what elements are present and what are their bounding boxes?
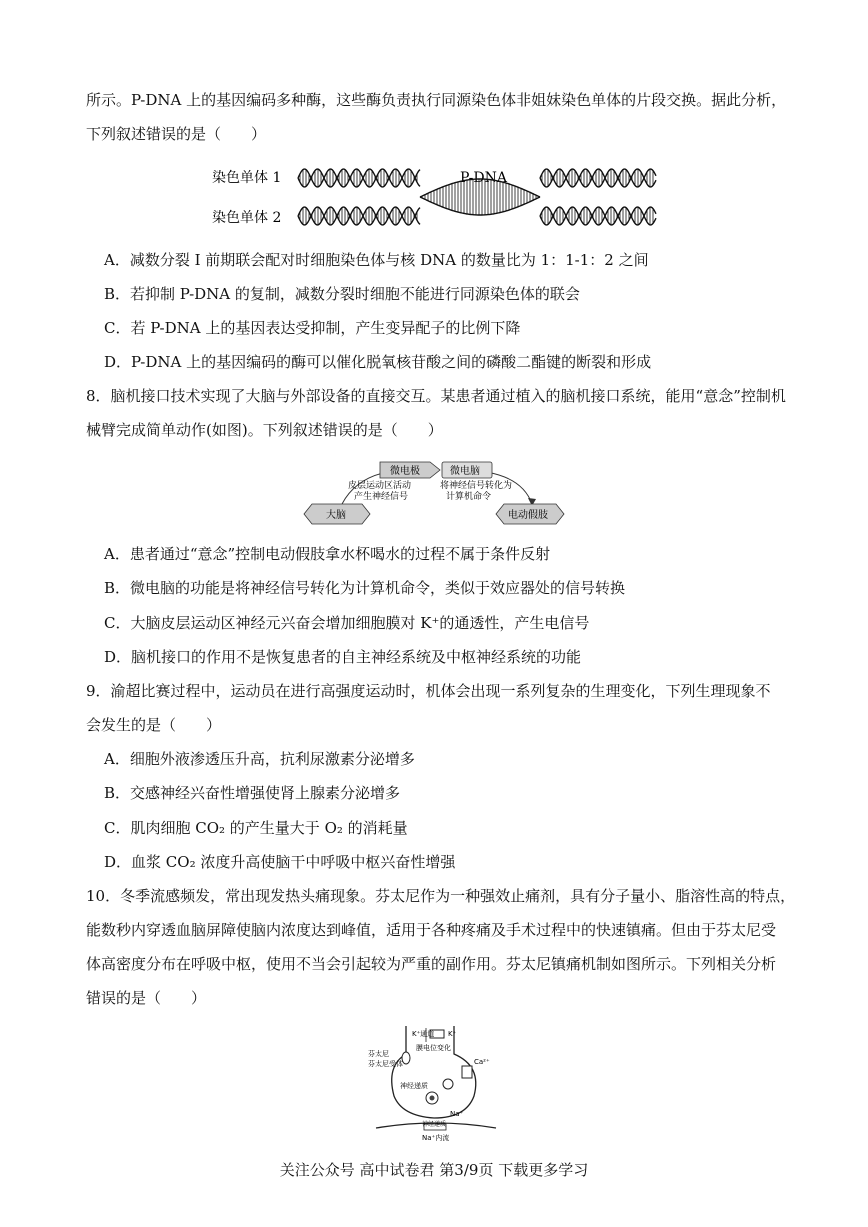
micro-computer-box: 微电脑: [450, 466, 480, 477]
q9-option-d: D．血浆 CO₂ 浓度升高使脑干中呼吸中枢兴奋性增强: [104, 853, 456, 871]
chromatid-2-label: 染色单体 2: [212, 210, 282, 226]
k-ion-label: K⁺: [448, 1030, 457, 1038]
transmitter-label: 神经递质: [422, 1121, 447, 1128]
pdna-crossover-strand-a: [420, 197, 540, 215]
ca-ion-label: Ca²⁺: [474, 1058, 490, 1066]
note-left-2: 产生神经信号: [354, 492, 409, 502]
chromatid-figure: [210, 160, 670, 232]
chromatid-1-right-strand-b: [540, 169, 656, 187]
q7-option-a: A．减数分裂 I 前期联会配对时细胞染色体与核 DNA 的数量比为 1：1-1：2 之间: [104, 251, 649, 269]
q10-line1: 10．冬季流感频发，常出现发热头痛现象。芬太尼作为一种强效止痛剂，具有分子量小、脂溶性高的特点，: [86, 887, 796, 905]
chromatid-1-right-strand-a: [540, 169, 656, 187]
q7-option-b: B．若抑制 P-DNA 的复制，减数分裂时细胞不能进行同源染色体的联会: [104, 285, 580, 303]
q9-option-b: B．交感神经兴奋性增强使肾上腺素分泌增多: [104, 784, 401, 802]
q7-option-c: C．若 P-DNA 上的基因表达受抑制，产生变异配子的比例下降: [104, 319, 521, 337]
fentanyl-label: 芬太尼: [368, 1050, 389, 1058]
q8-option-a: A．患者通过“意念”控制电动假肢拿水杯喝水的过程不属于条件反射: [104, 545, 551, 563]
q8-option-b: B．微电脑的功能是将神经信号转化为计算机命令，类似于效应器处的信号转换: [104, 579, 626, 597]
potential-change-label: 膜电位变化: [416, 1044, 451, 1052]
q10-line4: 错误的是（ ）: [86, 989, 207, 1007]
q8-line1: 8．脑机接口技术实现了大脑与外部设备的直接交互。某患者通过植入的脑机接口系统，能用“意念”控制机: [86, 387, 786, 405]
note-right-1: 将神经信号转化为: [440, 481, 513, 491]
q7-option-d: D．P-DNA 上的基因编码的酶可以催化脱氧核苷酸之间的磷酸二酯键的断裂和形成: [104, 353, 652, 371]
chromatid-1-label: 染色单体 1: [212, 170, 282, 186]
brain-box: 大脑: [326, 510, 346, 521]
q9-line1: 9．渝超比赛过程中，运动员在进行高强度运动时，机体会出现一系列复杂的生理变化，下列生理现象不: [86, 682, 771, 700]
pdna-label: P-DNA: [460, 170, 507, 186]
na-inflow-label: Na⁺内流: [422, 1134, 450, 1142]
q7-intro-line2: 下列叙述错误的是（ ）: [86, 125, 267, 143]
q9-line2: 会发生的是（ ）: [86, 716, 222, 734]
q8-line2: 械臂完成简单动作(如图)。下列叙述错误的是（ ）: [86, 421, 443, 439]
note-left-1: 皮层运动区活动: [348, 481, 412, 491]
receptor-label: 芬太尼受体: [368, 1060, 403, 1068]
q8-option-c: C．大脑皮层运动区神经元兴奋会增加细胞膜对 K⁺的通透性，产生电信号: [104, 614, 590, 632]
na-ion-label: Na⁺: [450, 1110, 464, 1118]
synapse-figure: [366, 1026, 506, 1146]
q9-option-a: A．细胞外液渗透压升高，抗利尿激素分泌增多: [104, 750, 415, 768]
q10-line2: 能数秒内穿透血脑屏障使脑内浓度达到峰值，适用于各种疼痛及手术过程中的快速镇痛。但由于芬太尼受: [86, 921, 777, 939]
q7-intro-line1: 所示。P-DNA 上的基因编码多种酶，这些酶负责执行同源染色体非姐妹染色单体的片段交换。据此分析，: [86, 91, 787, 109]
page-footer: 关注公众号 高中试卷君 第3/9页 下载更多学习: [279, 1161, 589, 1179]
vesicle-label: 神经递质: [400, 1082, 428, 1090]
prosthesis-box: 电动假肢: [508, 510, 548, 521]
k-channel-label: K⁺通道: [412, 1030, 435, 1038]
note-right-2: 计算机命令: [446, 492, 492, 502]
micro-electrode-box: 微电极: [390, 466, 420, 477]
bci-figure: [300, 456, 570, 528]
chromatid-2-right-strand-b: [540, 207, 656, 225]
q9-option-c: C．肌肉细胞 CO₂ 的产生量大于 O₂ 的消耗量: [104, 819, 408, 837]
chromatid-2-right-strand-a: [540, 207, 656, 225]
q8-option-d: D．脑机接口的作用不是恢复患者的自主神经系统及中枢神经系统的功能: [104, 648, 582, 666]
q10-line3: 体高密度分布在呼吸中枢，使用不当会引起较为严重的副作用。芬太尼镇痛机制如图所示。下列相关分析: [86, 955, 777, 973]
